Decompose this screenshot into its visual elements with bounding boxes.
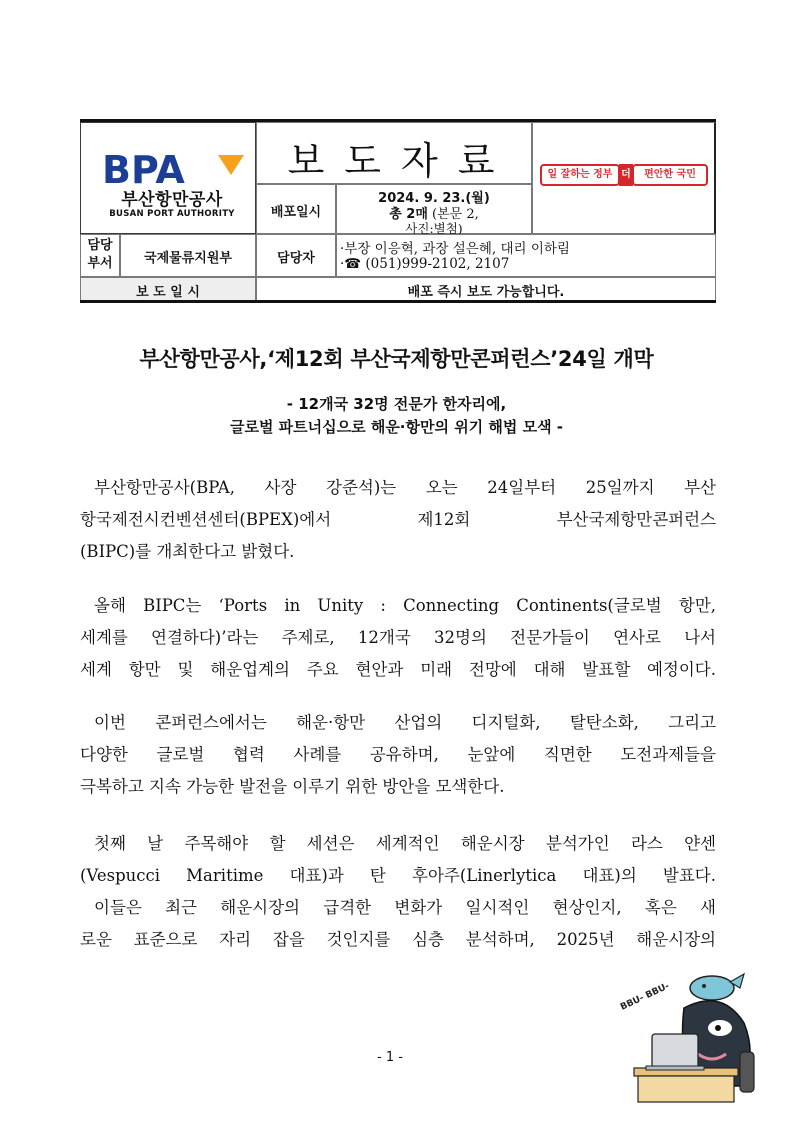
logo-cell [80,122,256,234]
press-release-header [80,119,716,305]
desk-front [638,1076,734,1102]
paragraph-1-line: 부산항만공사(BPA, 사장 강준석)는 오는 24일부터 25일까지 부산 [94,478,716,497]
paragraph-3 [80,707,716,803]
title-cell [256,122,532,184]
page-count-detail: (본문 2, [432,207,479,222]
paragraph-2-line: 세계를 연결하다)’라는 주제로, 12개국 32명의 전문가들이 연사로 나서 [80,628,716,647]
dept-label-line1: 담당 [87,238,113,253]
paragraph-2-line: 올해 BIPC는 ‘Ports in Unity : Connecting Continents(글로벌 항만, [94,596,717,615]
release-label-cell [80,277,256,301]
header-bottom-rule [80,300,716,303]
paragraph-2 [80,590,716,686]
release-label: 보 도 일 시 [136,285,200,300]
dept-label [81,237,119,273]
release-value-cell [256,277,716,301]
press-release-title: 보도자료 [287,139,515,183]
laptop-screen [652,1034,698,1068]
distribution-date: 2024. 9. 23.(월) [378,191,490,206]
government-slogan [540,161,708,189]
laptop-base [646,1066,704,1070]
contact-label: 담당자 [277,251,315,266]
mascot-illustration [612,968,772,1108]
small-dolphin-body [690,976,734,1000]
distribution-label-cell [256,184,336,234]
article-headline: 부산항만공사,‘제12회 부산국제항만콘퍼런스’24일 개막 [139,347,654,371]
paragraph-4 [80,828,716,956]
paragraph-3-line: 이번 콘퍼런스에서는 해운·항만 산업의 디지털화, 탈탄소화, 그리고 [94,713,716,732]
page-count-total: 총 2매 [389,207,428,222]
distribution-label: 배포일시 [270,205,322,220]
page-number: - 1 - [377,1050,403,1065]
paragraph-2-line: 세계 항만 및 해운업계의 주요 현안과 미래 전망에 대해 발표할 예정이다. [80,660,716,679]
logo-name-korean: 부산항만공사 [121,190,223,210]
slogan-cell [532,122,716,234]
slogan-mid: 더 [619,164,633,186]
mascot-speech: BBU- BBU- [619,981,672,1013]
slogan-left: 일 잘하는 정부 [540,164,620,186]
paragraph-1-line: 항국제전시컨벤션센터(BPEX)에서 제12회 부산국제항만콘퍼런스 [80,510,716,529]
small-dolphin-eye [702,984,706,988]
contact-people: ·부장 이응혁, 과장 설은혜, 대리 이하림 [340,241,570,257]
paragraph-1-line: (BIPC)를 개최한다고 밝혔다. [80,542,295,561]
photo-note: 사진:별첨) [405,221,463,236]
slogan-right: 편안한 국민 [632,164,708,186]
release-value: 배포 즉시 보도 가능합니다. [407,285,565,300]
bpa-logo [102,149,252,189]
paragraph-4-line: 이들은 최근 해운시장의 급격한 변화가 일시적인 현상인지, 혹은 새 [94,898,716,917]
paragraph-1 [80,472,716,568]
chair-back [740,1052,754,1092]
paragraph-4-line: (Vespucci Maritime 대표)과 탄 후아주(Linerlytica 대표)의 발표다. [80,866,716,885]
article-subhead-line1: - 12개국 32명 전문가 한자리에, [286,395,507,413]
paragraph-4-line: 첫째 날 주목해야 할 세션은 세계적인 해운시장 분석가인 라스 얀센 [94,834,716,853]
contact-phone: ·☎ (051)999-2102, 2107 [340,256,510,272]
paragraph-3-line: 다양한 글로벌 협력 사례를 공유하며, 눈앞에 직면한 도전과제들을 [80,745,716,764]
distribution-value-cell [336,184,532,234]
contact-label-cell [256,234,336,277]
dept-value: 국제물류지원부 [144,251,232,266]
paragraph-3-line: 극복하고 지속 가능한 발전을 이루기 위한 방안을 모색한다. [80,777,505,796]
dept-label-cell [80,234,120,277]
bpa-logo-text: BPA [102,149,185,189]
paragraph-4-line: 로운 표준으로 자리 잡을 것인지를 심층 분석하며, 2025년 해운시장의 [80,930,716,949]
contact-value-cell [336,234,716,277]
dept-value-cell [120,234,256,277]
bpa-logo-triangle [218,155,244,175]
logo-name-english: BUSAN PORT AUTHORITY [109,209,235,219]
orca-eye [715,1025,721,1031]
dept-label-line2: 부서 [87,256,113,271]
article-subhead-line2: 글로벌 파트너십으로 해운·항만의 위기 해법 모색 - [229,418,564,436]
